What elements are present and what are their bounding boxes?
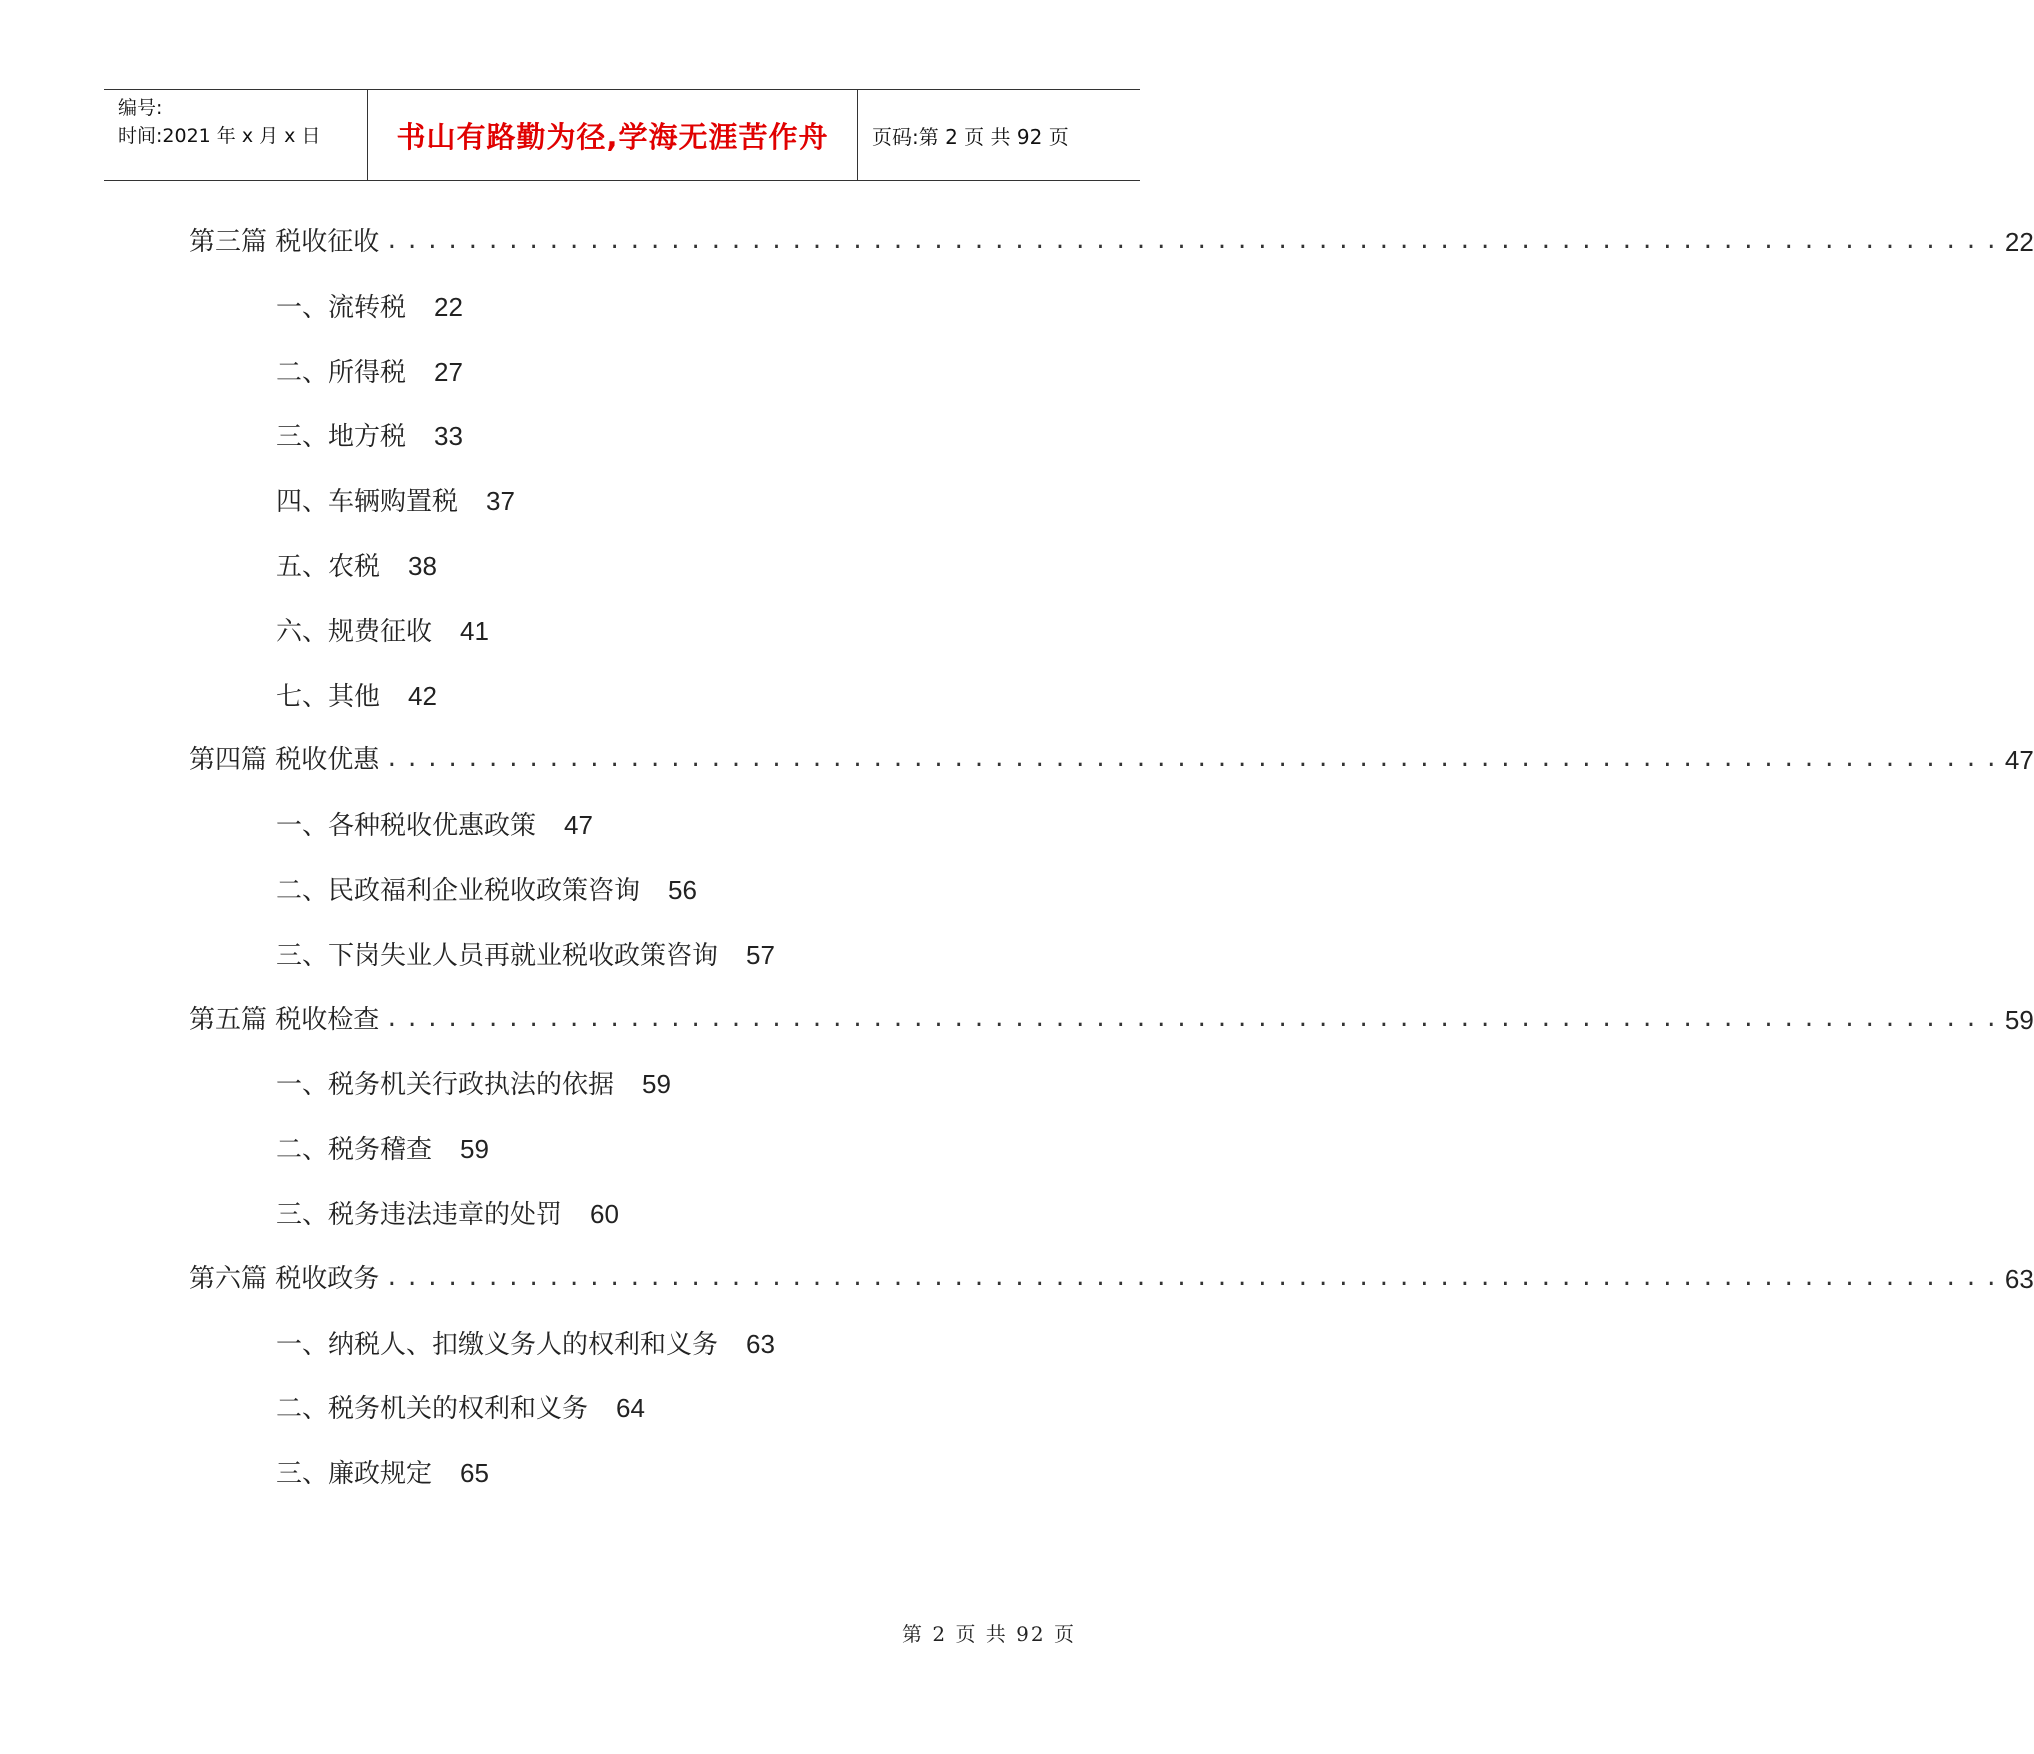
toc-entry-page: 59: [2004, 1004, 2034, 1035]
toc-section-entry[interactable]: [276, 352, 463, 392]
toc-section-entry[interactable]: [276, 1324, 775, 1364]
page-header: [104, 89, 1140, 181]
toc-entry-title: 第五篇 税收检查: [189, 1004, 380, 1035]
toc-entry-title: 一、税务机关行政执法的依据: [276, 1070, 615, 1101]
toc-entry-page: 22: [434, 291, 463, 322]
toc-entry-page: 59: [642, 1069, 671, 1100]
toc-entry-page: 63: [746, 1328, 775, 1359]
toc-entry-page: 33: [434, 421, 463, 452]
toc-entry-title: 七、其他: [276, 681, 381, 712]
toc-section-entry[interactable]: [276, 546, 437, 586]
toc-entry-page: 47: [564, 810, 593, 841]
toc-entry-page: 63: [2004, 1263, 2034, 1294]
toc-entry-title: 六、规费征收: [276, 616, 433, 647]
header-page-info: 页码:第 2 页 共 92 页: [872, 124, 1069, 149]
toc-entry-title: 五、农税: [276, 552, 381, 582]
toc-section-entry[interactable]: [276, 1453, 489, 1493]
toc-section-entry[interactable]: [276, 1129, 489, 1169]
toc-entry-title: 一、各种税收优惠政策: [276, 811, 537, 842]
toc-section-entry[interactable]: [276, 481, 515, 521]
toc-chapter-entry[interactable]: [189, 1259, 2034, 1299]
toc-chapter-entry[interactable]: [189, 222, 2034, 262]
toc-section-entry[interactable]: [276, 416, 463, 456]
toc-section-entry[interactable]: [276, 1064, 671, 1104]
toc-entry-title: 三、下岗失业人员再就业税收政策咨询: [276, 940, 719, 971]
toc-entry-page: 22: [2004, 227, 2034, 257]
toc-entry-title: 第三篇 税收征收: [189, 227, 380, 257]
number-label: 编号:: [118, 97, 163, 119]
header-meta: [104, 90, 368, 180]
toc-entry-title: 二、税务稽查: [276, 1135, 433, 1166]
toc-section-entry[interactable]: [276, 870, 697, 910]
toc-entry-title: 三、地方税: [276, 422, 407, 453]
toc-section-entry[interactable]: [276, 935, 775, 975]
toc-section-entry[interactable]: [276, 1388, 645, 1428]
toc-entry-title: 二、所得税: [276, 357, 407, 388]
toc-entry-title: 二、民政福利企业税收政策咨询: [276, 876, 641, 906]
toc-leader-dots: ................................................................................: [385, 1006, 2005, 1032]
toc-entry-title: 一、纳税人、扣缴义务人的权利和义务: [276, 1329, 719, 1360]
toc-leader-dots: ................................................................................: [385, 747, 2005, 773]
toc-entry-page: 42: [408, 680, 437, 711]
toc-entry-page: 59: [460, 1134, 489, 1165]
toc-section-entry[interactable]: [276, 805, 593, 845]
page-footer: 第 2 页 共 92 页: [902, 1622, 1076, 1646]
toc-entry-page: 27: [434, 356, 463, 387]
toc-entry-page: 56: [668, 875, 697, 905]
toc-entry-page: 37: [486, 486, 515, 517]
toc-entry-title: 三、税务违法违章的处罚: [276, 1200, 563, 1230]
toc-entry-title: 三、廉政规定: [276, 1459, 433, 1490]
toc-chapter-entry[interactable]: [189, 1000, 2034, 1040]
toc-entry-page: 41: [460, 615, 489, 646]
time-label: 时间:2021 年 x 月 x 日: [118, 125, 321, 147]
toc-entry-page: 64: [616, 1393, 645, 1424]
toc-entry-title: 一、流转税: [276, 292, 407, 323]
toc-entry-page: 57: [746, 939, 775, 970]
toc-entry-title: 二、税务机关的权利和义务: [276, 1394, 589, 1425]
toc-section-entry[interactable]: [276, 287, 463, 327]
toc-entry-page: 65: [460, 1458, 489, 1489]
toc-section-entry[interactable]: [276, 611, 489, 651]
toc-leader-dots: ................................................................................: [385, 229, 2005, 254]
toc-chapter-entry[interactable]: [189, 740, 2034, 780]
toc-section-entry[interactable]: [276, 676, 437, 716]
toc-entry-title: 第四篇 税收优惠: [189, 745, 380, 776]
toc-entry-title: 四、车辆购置税: [276, 487, 459, 518]
toc-entry-title: 第六篇 税收政务: [189, 1263, 380, 1294]
header-motto: 书山有路勤为径,学海无涯苦作舟: [368, 90, 858, 180]
toc-leader-dots: ................................................................................: [385, 1265, 2005, 1291]
toc-section-entry[interactable]: [276, 1194, 619, 1234]
toc-entry-page: 47: [2004, 745, 2034, 776]
toc-entry-page: 60: [590, 1199, 619, 1229]
toc-entry-page: 38: [408, 551, 437, 581]
